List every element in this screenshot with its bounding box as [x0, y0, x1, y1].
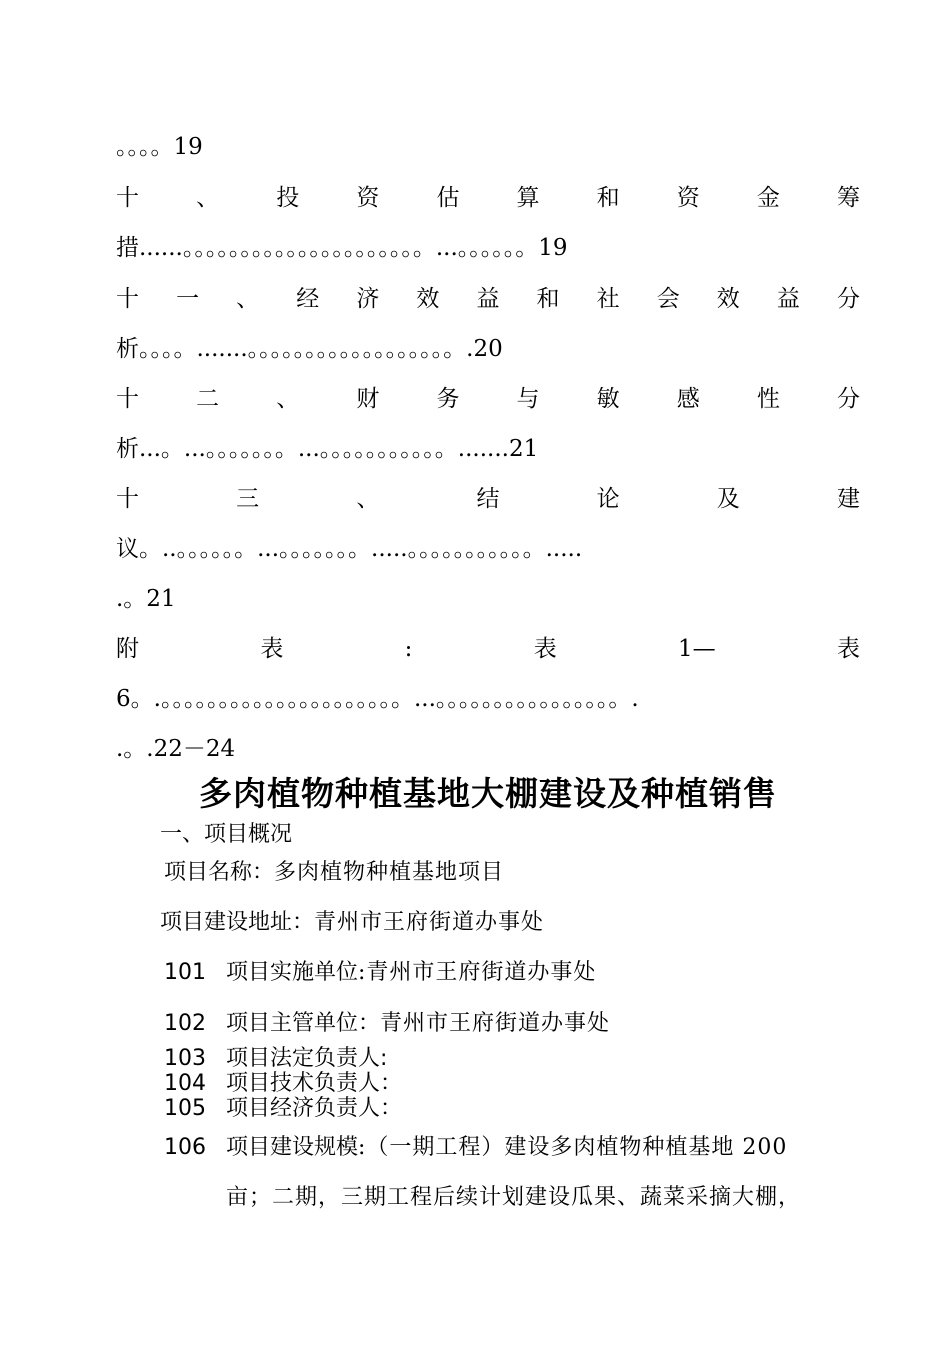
char: 1—	[678, 636, 716, 662]
item-number: 102	[164, 1011, 206, 1036]
toc-entry-13-leader: 议。..。。。。。。...。。。。。。。.....。。。。。。。。。。。.....	[116, 536, 583, 562]
item-number: 101	[164, 960, 206, 985]
char: 感	[676, 386, 700, 412]
char: 社	[596, 286, 620, 312]
item-103	[164, 1046, 864, 1072]
item-105	[164, 1096, 864, 1122]
item-number: 106	[164, 1135, 206, 1160]
char: 算	[516, 185, 540, 211]
field-label: 项目经济负责人：	[226, 1096, 403, 1121]
char: 附	[116, 636, 139, 662]
item-number: 103	[164, 1046, 206, 1071]
char: 性	[756, 386, 780, 412]
field-value: 多肉植物种植基地项目	[274, 860, 505, 885]
char: 及	[716, 486, 740, 512]
field-value: :青州市王府街道办事处	[358, 960, 597, 985]
char: 金	[756, 185, 780, 211]
project-name-row	[164, 858, 864, 888]
field-label: 项目建设规模	[226, 1135, 359, 1160]
field-label: 项目主管单位：	[226, 1011, 381, 1036]
char: 筹	[836, 185, 860, 211]
toc-entry-appendix-leader: 6。.。。。。。。。。。。。。。。。。。。。。。...。。。。。。。。。。。。。。。。.	[116, 686, 639, 712]
item-number: 104	[164, 1071, 206, 1096]
toc-entry-11-heading	[116, 284, 860, 314]
char: 三	[236, 486, 260, 512]
char: 结	[476, 486, 500, 512]
char: 二	[196, 386, 220, 412]
field-value: 青州市王府街道办事处	[380, 1011, 611, 1036]
toc-entry-12-heading	[116, 384, 860, 414]
toc-entry-11-leader: 析。。。。.......。。。。。。。。。。。。。。。。。。.20	[116, 336, 503, 362]
item-106	[164, 1133, 864, 1163]
char: 、	[356, 486, 380, 512]
char: 一	[176, 286, 200, 312]
char: 、	[276, 386, 300, 412]
toc-entry-12-leader: 析...。...。。。。。。。...。。。。。。。。。。。.......21	[116, 436, 539, 462]
char: :	[404, 636, 413, 662]
char: 与	[516, 386, 540, 412]
field-value: 青州市王府街道办事处	[314, 910, 545, 935]
field-label: 项目法定负责人:	[226, 1046, 388, 1071]
char: 务	[436, 386, 460, 412]
project-address-row	[160, 908, 860, 938]
char: 资	[356, 185, 380, 211]
char: 、	[196, 185, 220, 211]
char: 估	[436, 185, 460, 211]
char: 和	[596, 185, 620, 211]
char: 分	[836, 286, 860, 312]
field-label: 项目名称：	[164, 860, 275, 885]
char: 财	[356, 386, 380, 412]
item-104	[164, 1071, 864, 1097]
char: 投	[276, 185, 300, 211]
toc-entry-10-leader: 措......。。。。。。。。。。。。。。。。。。。。。...。。。。。。19	[116, 235, 568, 261]
char: 表	[836, 636, 860, 662]
field-label: 项目实施单位	[226, 960, 359, 985]
char: 、	[236, 286, 260, 312]
char: 益	[476, 286, 500, 312]
char: 效	[416, 286, 440, 312]
char: 建	[836, 486, 860, 512]
char: 会	[656, 286, 680, 312]
char: 分	[836, 386, 860, 412]
document-title: 多肉植物种植基地大棚建设及种植销售	[199, 774, 777, 813]
field-value: :（一期工程）建设多肉植物种植基地 200	[358, 1135, 788, 1160]
char: 表	[533, 636, 557, 662]
item-106-continuation: 亩；二期，三期工程后续计划建设瓜果、蔬菜采摘大棚，	[226, 1185, 802, 1210]
char: 表	[260, 636, 284, 662]
char: 十	[116, 185, 139, 211]
char: 资	[676, 185, 700, 211]
toc-entry-10-heading	[116, 183, 860, 213]
field-label: 项目建设地址：	[160, 910, 315, 935]
char: 敏	[596, 386, 620, 412]
toc-line-page-ref: 。。。。19	[116, 134, 203, 160]
item-102	[164, 1009, 864, 1039]
char: 经	[296, 286, 320, 312]
char: 效	[716, 286, 740, 312]
char: 十	[116, 286, 139, 312]
char: 十	[116, 486, 139, 512]
section-heading: 一、项目概况	[160, 822, 293, 847]
char: 益	[776, 286, 800, 312]
field-label: 项目技术负责人：	[226, 1071, 403, 1096]
toc-entry-appendix-page: .。.22－24	[116, 736, 236, 762]
toc-entry-13-heading	[116, 484, 860, 514]
toc-entry-appendix-heading	[116, 634, 860, 664]
char: 和	[536, 286, 560, 312]
toc-entry-13-page: .。21	[116, 586, 176, 612]
item-number: 105	[164, 1096, 206, 1121]
char: 论	[596, 486, 620, 512]
item-101	[164, 958, 864, 988]
char: 济	[356, 286, 380, 312]
char: 十	[116, 386, 139, 412]
